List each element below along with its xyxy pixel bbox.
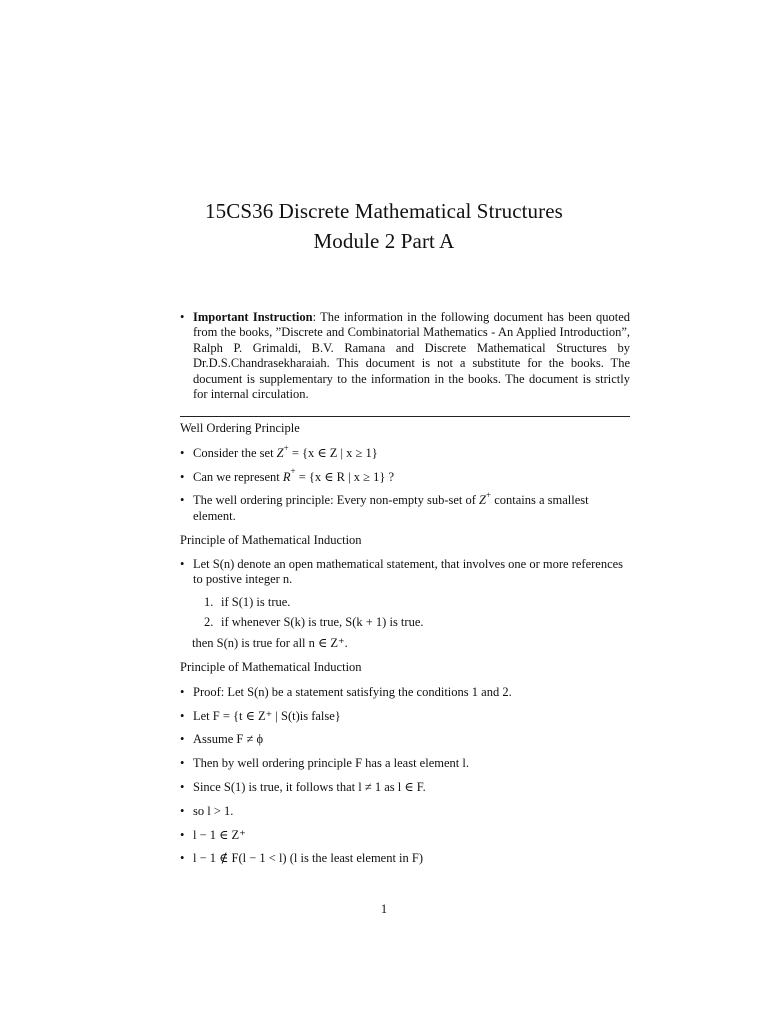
list-item: • Consider the set Z+ = {x ∈ Z | x ≥ 1}: [180, 442, 378, 460]
well-ordering-list: [180, 442, 630, 524]
list-item: • Proof: Let S(n) be a statement satisfying the conditions 1 and 2.: [180, 684, 512, 699]
bullet-marker: •: [180, 310, 185, 324]
condition-item: 2. if whenever S(k) is true, S(k + 1) is true.: [204, 614, 424, 629]
list-item: • l − 1 ∈ Z⁺: [180, 827, 246, 842]
list-item: • so l > 1.: [180, 803, 234, 818]
instruction-text: : The information in the following document has been quoted from the books, ”Discrete and Combinatorial Mathematics - An Applied Introduction”, Ralph P. Grimaldi, B.V. Ramana and Discrete Mathematical Structures by Dr.D.S.Chandrasekharaiah. This document is not a substitute for the books. The document is supplementary to the information in the books. The document is strictly for internal circulation.: [193, 310, 630, 402]
condition-item: 1. if S(1) is true.: [204, 595, 291, 610]
induction-conclusion: then S(n) is true for all n ∈ Z⁺.: [192, 636, 348, 651]
list-item: • Since S(1) is true, it follows that l ≠ 1 as l ∈ F.: [180, 780, 426, 795]
list-item: • Then by well ordering principle F has a least element l.: [180, 756, 469, 771]
list-item: • Assume F ≠ ϕ: [180, 732, 264, 747]
instruction-label: Important Instruction: [193, 310, 313, 324]
list-item: • Can we represent R+ = {x ∈ R | x ≥ 1} ?: [180, 466, 395, 484]
document-title: [0, 196, 768, 256]
list-item: • l − 1 ∉ F(l − 1 < l) (l is the least element in F): [180, 851, 424, 866]
heading-proof: Principle of Mathematical Induction: [180, 660, 362, 675]
induction-intro: Let S(n) denote an open mathematical statement, that involves one or more references to postive integer n.: [193, 557, 624, 587]
document-body: [180, 310, 630, 875]
list-item: • Let S(n) denote an open mathematical statement, that involves one or more references to postive integer n.: [180, 557, 624, 587]
list-item: • Let F = {t ∈ Z⁺ | S(t)is false}: [180, 708, 341, 723]
title-line-module: Module 2 Part A: [313, 229, 455, 253]
important-instruction: [180, 310, 630, 402]
proof-list: [180, 685, 630, 867]
page-number: 1: [380, 902, 388, 916]
heading-well-ordering: Well Ordering Principle: [180, 421, 300, 436]
title-line-course: 15CS36 Discrete Mathematical Structures: [205, 199, 563, 223]
heading-induction: Principle of Mathematical Induction: [180, 532, 362, 547]
section-divider: [180, 416, 630, 417]
induction-conditions: [180, 595, 630, 630]
list-item: • The well ordering principle: Every non-empty sub-set of Z+ contains a smallest element.: [180, 490, 589, 523]
